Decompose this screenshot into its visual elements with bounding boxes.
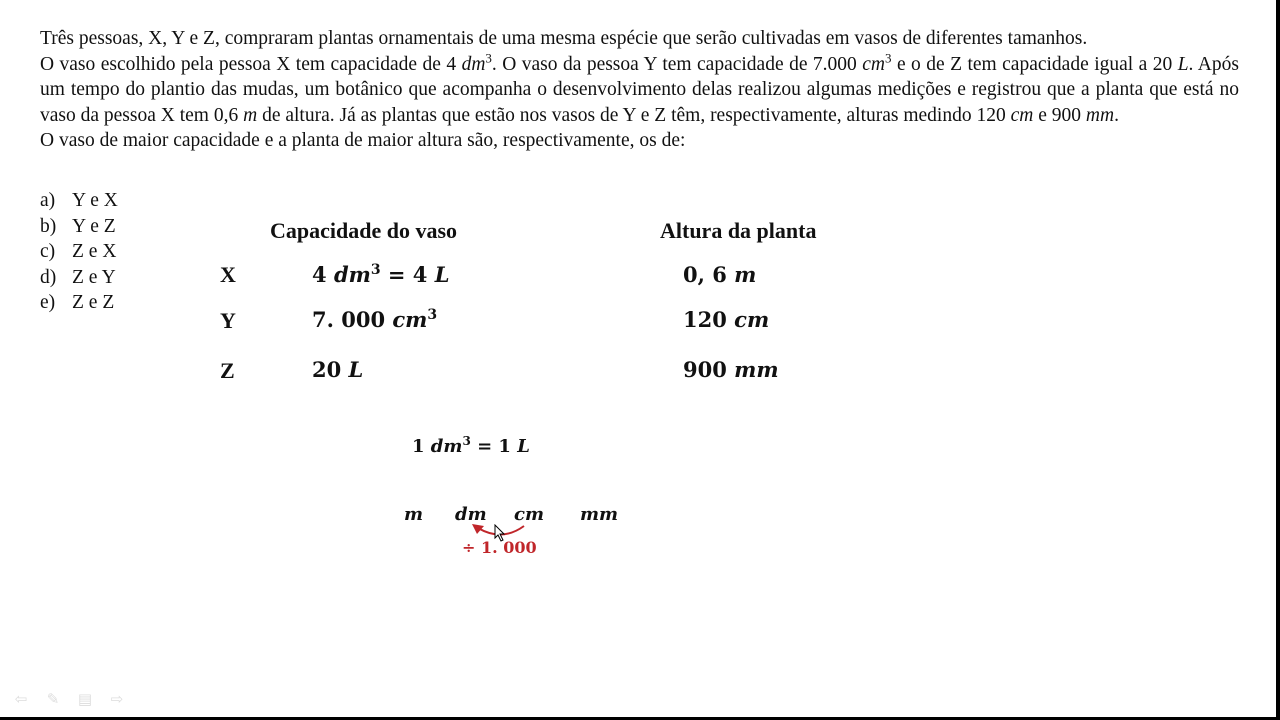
q-text: . O vaso da pessoa Y tem capacidade de 7.000 <box>491 53 863 75</box>
cap-unit2: L <box>434 262 450 287</box>
option-letter: a) <box>40 190 56 211</box>
height-y <box>683 307 769 332</box>
unit-dm: dm <box>455 504 487 525</box>
q-text: O vaso escolhido pela pessoa X tem capacidade de 4 <box>40 53 462 75</box>
cap-rest: = 4 <box>380 262 435 287</box>
height-z <box>683 357 779 382</box>
slideshow-toolbar <box>10 690 128 708</box>
question-paragraph-1: Três pessoas, X, Y e Z, compraram plantas ornamentais de uma mesma espécie que serão cultivadas em vasos de diferentes tamanhos. <box>40 28 1088 49</box>
cap-sup: 3 <box>427 307 438 323</box>
row-label-z: Z <box>220 358 235 383</box>
option-text: Y e X <box>72 190 118 211</box>
conv-unit: L <box>517 436 530 457</box>
option-text: Z e Y <box>72 266 116 288</box>
option-letter: e) <box>40 292 56 314</box>
height-unit: cm <box>734 307 770 332</box>
cap-unit: dm <box>333 262 371 287</box>
q-text: e 900 <box>1033 104 1086 126</box>
pen-icon[interactable]: ✎ <box>46 690 60 708</box>
arrow-right-icon[interactable]: ⇨ <box>110 690 124 708</box>
capacity-y <box>312 307 437 332</box>
unit-mm: mm <box>580 504 619 525</box>
mouse-cursor-icon <box>494 524 506 542</box>
conv-unit: dm <box>430 436 463 457</box>
option-b[interactable] <box>40 214 118 240</box>
conv-eq: = 1 <box>470 436 518 457</box>
cap-unit: L <box>348 357 364 382</box>
header-capacity: Capacidade do vaso <box>270 218 458 243</box>
q-sup: 3 <box>885 50 892 66</box>
q-text: . Após um tempo do plantio das mudas, um botânico que acompanha o desenvolvimento delas realizou algumas medições e registrou que a planta que está no vaso da pessoa X tem 0,6 <box>40 53 1239 126</box>
row-label-x: X <box>220 262 236 287</box>
conversion-equation <box>412 436 530 457</box>
answer-options <box>40 188 118 316</box>
option-c[interactable] <box>40 239 118 265</box>
q-unit: L <box>1177 53 1189 75</box>
row-label-y: Y <box>220 308 236 333</box>
option-letter: b) <box>40 215 57 237</box>
cap-num: 7. 000 <box>312 307 393 332</box>
unit-m: m <box>404 504 424 525</box>
unit-cm: cm <box>514 504 545 525</box>
q-unit: cm <box>862 53 885 75</box>
q-text: e o de Z tem capacidade igual a 20 <box>891 53 1178 75</box>
q-text: de altura. Já as plantas que estão nos vasos de Y e Z têm, respectivamente, alturas medindo 120 <box>257 104 1011 126</box>
cap-unit: cm <box>392 307 428 332</box>
q-unit: mm <box>1085 104 1115 126</box>
header-height: Altura da planta <box>660 218 817 243</box>
option-d[interactable] <box>40 265 118 291</box>
capacity-x <box>312 262 450 287</box>
option-letter: d) <box>40 266 57 288</box>
q-unit: dm <box>461 53 486 75</box>
option-letter: c) <box>40 241 56 263</box>
conv-num: 1 <box>412 436 431 457</box>
question-paragraph-3: O vaso de maior capacidade e a planta de maior altura são, respectivamente, os de: <box>40 130 686 152</box>
q-unit: cm <box>1010 104 1034 126</box>
option-text: Z e X <box>72 241 117 263</box>
height-x <box>683 262 756 287</box>
option-text: Z e Z <box>72 292 115 314</box>
cap-num: 20 <box>312 357 349 382</box>
menu-icon[interactable]: ▤ <box>77 690 93 708</box>
arrow-left-icon[interactable]: ⇦ <box>14 690 28 708</box>
q-sup: 3 <box>485 50 492 66</box>
height-unit: mm <box>734 357 779 382</box>
question-paragraph-2 <box>40 52 1239 129</box>
option-text: Y e Z <box>72 215 116 237</box>
q-unit: m <box>243 104 258 126</box>
division-label: ÷ 1. 000 <box>462 538 537 557</box>
conv-sup: 3 <box>462 434 471 448</box>
height-num: 0, 6 <box>683 262 735 287</box>
option-e[interactable] <box>40 290 118 316</box>
height-num: 900 <box>683 357 735 382</box>
capacity-z <box>312 357 363 382</box>
cap-sup: 3 <box>370 262 381 278</box>
height-num: 120 <box>683 307 735 332</box>
cap-num: 4 <box>312 262 334 287</box>
height-unit: m <box>734 262 757 287</box>
option-a[interactable] <box>40 188 118 214</box>
question-text <box>40 26 1239 154</box>
q-text: . <box>1114 104 1119 126</box>
